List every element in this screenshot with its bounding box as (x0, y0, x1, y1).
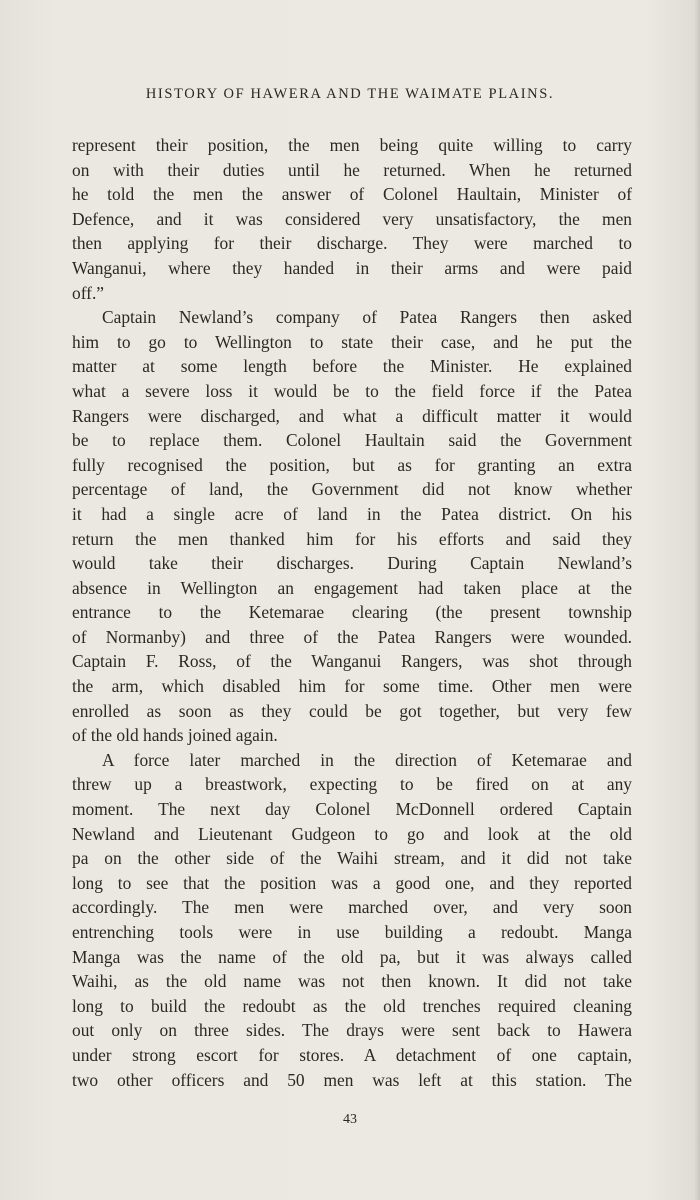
text-line: of Normanby) and three of the Patea Rangers were wounded. (72, 626, 632, 647)
text-line: would take their discharges. During Captain Newland’s (72, 553, 632, 574)
text-line: under strong escort for stores. A detachment of one captain, (72, 1044, 632, 1065)
running-head: HISTORY OF HAWERA AND THE WAIMATE PLAINS. (145, 86, 555, 102)
text-line: moment. The next day Colonel McDonnell ordered Captain (72, 799, 632, 820)
text-line: long to see that the position was a good one, and they reported (72, 872, 632, 893)
paragraph-start-line: Captain Newland’s company of Patea Rangers then asked (102, 307, 632, 328)
text-line: fully recognised the position, but as for granting an extra (72, 454, 632, 475)
text-line: accordingly. The men were marched over, and very soon (72, 897, 632, 918)
text-line: entrance to the Ketemarae clearing (the present township (72, 602, 632, 623)
paragraph-start-line: A force later marched in the direction of Ketemarae and (102, 749, 632, 770)
text-line: Rangers were discharged, and what a difficult matter it would (72, 405, 632, 426)
text-line: him to go to Wellington to state their case, and he put the (72, 331, 632, 352)
text-line: long to build the redoubt as the old trenches required cleaning (72, 995, 632, 1016)
text-line: then applying for their discharge. They were marched to (72, 233, 632, 254)
text-line: Waihi, as the old name was not then known. It did not take (72, 971, 632, 992)
text-line: pa on the other side of the Waihi stream, and it did not take (72, 848, 632, 869)
page-number: 43 (343, 1112, 357, 1127)
body-text (72, 133, 632, 1092)
text-line: represent their position, the men being quite willing to carry (72, 135, 632, 155)
page-edge-shadow (694, 0, 700, 1200)
text-line: percentage of land, the Government did not know whether (72, 479, 632, 500)
text-line: Wanganui, where they handed in their arms and were paid (72, 257, 632, 278)
text-line: Captain F. Ross, of the Wanganui Rangers, was shot through (72, 651, 632, 672)
text-line: the arm, which disabled him for some time. Other men were (72, 676, 632, 697)
text-line: Newland and Lieutenant Gudgeon to go and look at the old (72, 823, 632, 844)
text-line: of the old hands joined again. (72, 725, 278, 746)
text-line: entrenching tools were in use building a redoubt. Manga (72, 922, 632, 942)
text-line: off.” (72, 282, 105, 303)
text-line: Defence, and it was considered very unsatisfactory, the men (72, 208, 632, 229)
text-line: absence in Wellington an engagement had taken place at the (72, 577, 632, 598)
text-line: enrolled as soon as they could be got together, but very few (72, 700, 632, 721)
text-line: be to replace them. Colonel Haultain said the Government (72, 430, 632, 451)
text-line: Manga was the name of the old pa, but it was always called (72, 946, 632, 967)
text-line: he told the men the answer of Colonel Haultain, Minister of (72, 184, 632, 205)
text-line: what a severe loss it would be to the field force if the Patea (72, 380, 632, 401)
text-line: on with their duties until he returned. When he returned (72, 159, 632, 180)
text-line: out only on three sides. The drays were sent back to Hawera (72, 1020, 632, 1041)
text-line: two other officers and 50 men was left at this station. The (72, 1069, 632, 1090)
text-line: return the men thanked him for his efforts and said they (72, 528, 632, 549)
text-line: matter at some length before the Minister. He explained (72, 356, 632, 377)
text-line: it had a single acre of land in the Patea district. On his (72, 503, 632, 524)
text-line: threw up a breastwork, expecting to be fired on at any (72, 774, 632, 795)
